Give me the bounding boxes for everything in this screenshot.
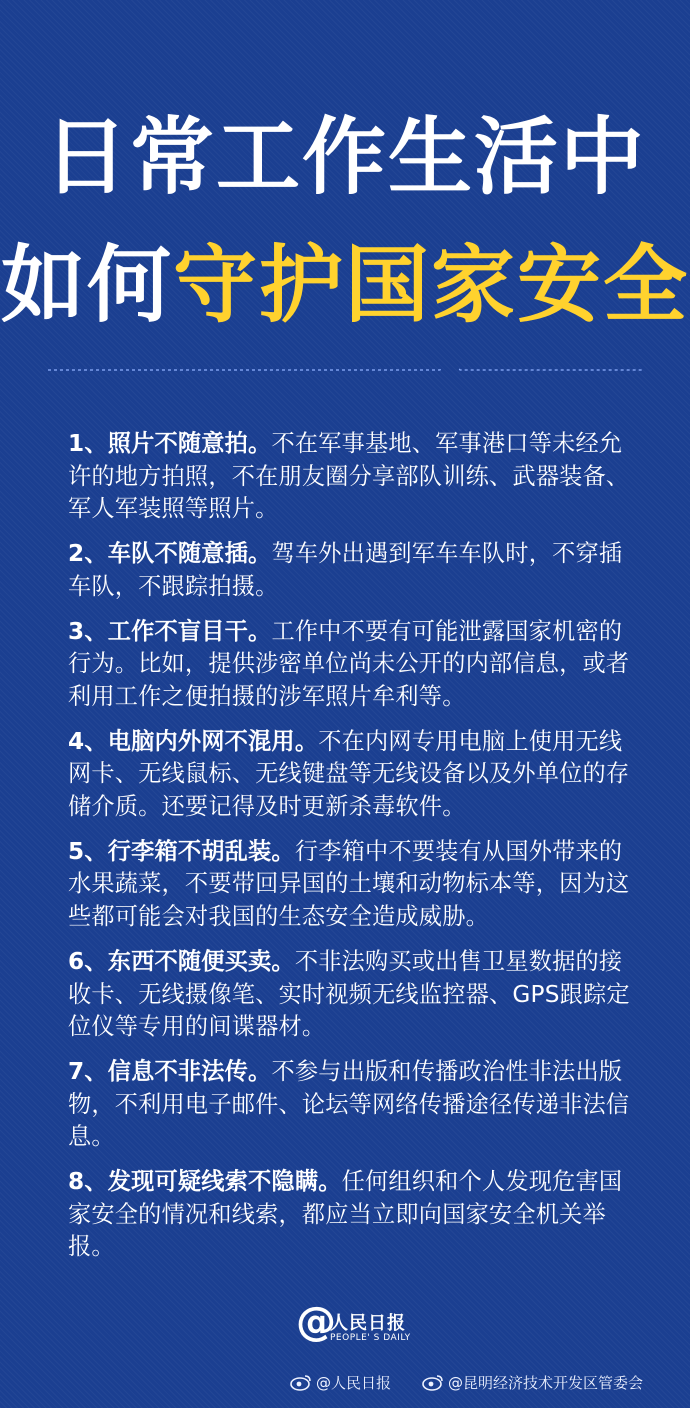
- item-heading: 1、照片不随意拍。: [68, 430, 272, 457]
- logo-name: 人民日报: [330, 1313, 406, 1334]
- title-block: [0, 108, 690, 334]
- list-item: [68, 836, 634, 934]
- list-item: [68, 1056, 634, 1154]
- title-line-2-highlight: 守护国家安全: [173, 236, 690, 334]
- item-heading: 2、车队不随意插。: [68, 540, 272, 568]
- list-item: [68, 946, 634, 1044]
- list-item: [68, 726, 634, 824]
- item-body: 不在内网专用电脑上使用无线网卡、无线鼠标、无线键盘等无线设备以及外单位的存储介质。还要记得及时更新杀毒软件。: [68, 727, 630, 821]
- item-body: 任何组织和个人发现危害国家安全的情况和线索，都应当立即向国家安全机关举报。: [68, 1168, 623, 1261]
- list-item: [68, 1166, 634, 1264]
- weibo-icon: [422, 1373, 444, 1391]
- speech-bubble-divider: [48, 368, 642, 408]
- item-heading: 4、电脑内外网不混用。: [68, 727, 319, 755]
- credit-1: [290, 1372, 391, 1393]
- title-line-1: 日常工作生活中: [43, 108, 646, 206]
- item-body: 不在军事基地、军事港口等未经允许的地方拍照，不在朋友圈分享部队训练、武器装备、军人军装照等照片。: [68, 430, 630, 523]
- item-body: 工作中不要有可能泄露国家机密的行为。比如，提供涉密单位尚未公开的内部信息，或者利用工作之便拍摄的涉军照片牟利等。: [68, 617, 630, 710]
- list-item: [68, 428, 634, 526]
- credit-2-text: @昆明经济技术开发区管委会: [448, 1374, 644, 1392]
- item-heading: 6、东西不随便买卖。: [68, 947, 295, 975]
- tips-list: [68, 428, 634, 1276]
- item-body: 不非法购买或出售卫星数据的接收卡、无线摄像笔、实时视频无线监控器、GPS跟踪定位仪等专用的间谍器材。: [68, 947, 630, 1041]
- title-line-2-prefix: 如何: [0, 236, 173, 334]
- peoples-daily-logo: [296, 1299, 436, 1348]
- item-heading: 3、工作不盲目干。: [68, 617, 272, 645]
- list-item: [68, 616, 634, 714]
- item-body: 行李箱中不要装有从国外带来的水果蔬菜，不要带回异国的土壤和动物标本等，因为这些都可能会对我国的生态安全造成威胁。: [68, 837, 630, 931]
- item-heading: 7、信息不非法传。: [68, 1057, 272, 1085]
- item-heading: 5、行李箱不胡乱装。: [68, 837, 295, 865]
- watermark-credits: [0, 1372, 690, 1402]
- logo-subtitle: PEOPLE' S DAILY: [330, 1333, 411, 1343]
- title-line-2: [0, 236, 690, 334]
- weibo-icon: [290, 1373, 312, 1391]
- item-body: 驾车外出遇到军车车队时，不穿插车队，不跟踪拍摄。: [68, 540, 623, 600]
- item-body: 不参与出版和传播政治性非法出版物，不利用电子邮件、论坛等网络传播途径传递非法信息。: [68, 1057, 630, 1151]
- credit-1-text: @人民日报: [316, 1374, 392, 1392]
- item-heading: 8、发现可疑线索不隐瞒。: [68, 1168, 342, 1196]
- credit-2: [422, 1372, 643, 1393]
- list-item: [68, 538, 634, 603]
- logo-mark: @: [296, 1299, 336, 1345]
